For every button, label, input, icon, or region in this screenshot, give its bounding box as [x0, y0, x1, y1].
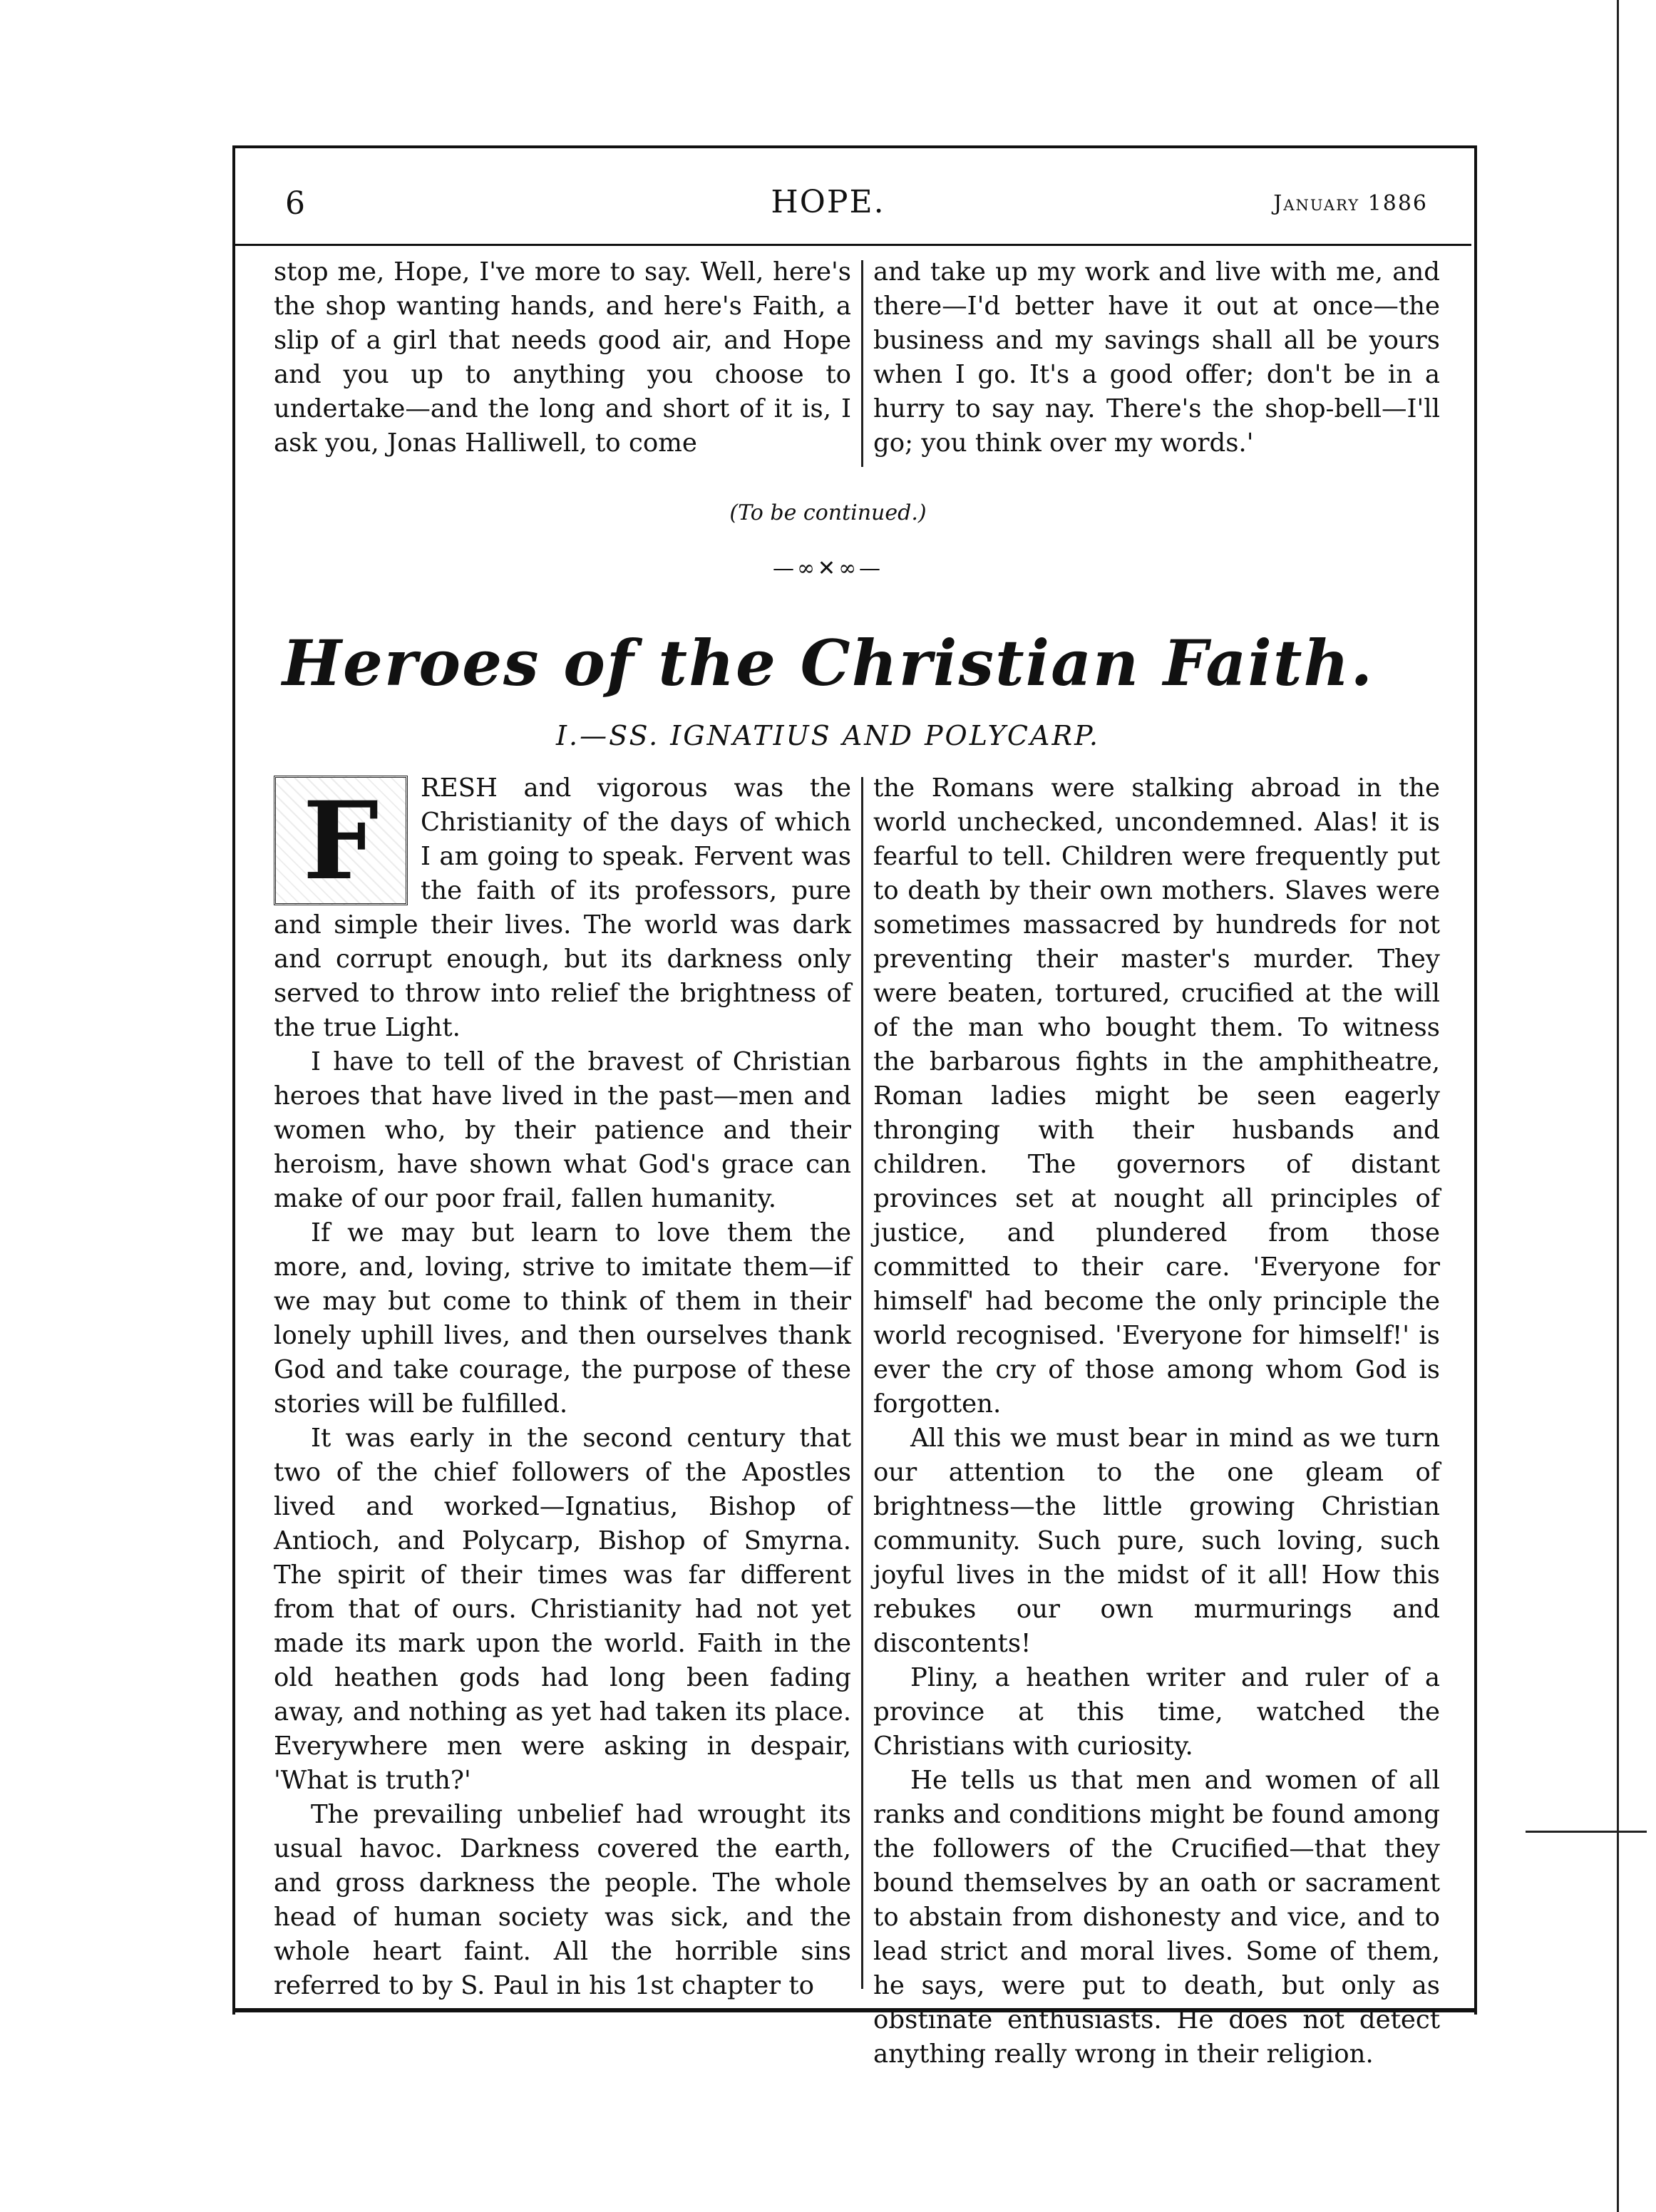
serial-right-text: and take up my work and live with me, and there—I'd better have it out at once—the business and my savings shall all be yours when I go. It's a good offer; don't be in a hurry to say nay. There's the shop-bell—I'll go; you think over my words.'	[873, 257, 1440, 458]
article-paragraph: Pliny, a heathen writer and ruler of a province at this time, watched the Christians with curiosity.	[873, 1663, 1440, 1761]
article-right-column	[873, 771, 1440, 2072]
article-subtitle: I.—SS. IGNATIUS AND POLYCARP.	[555, 720, 1101, 751]
article-paragraph: I have to tell of the bravest of Christian heroes that have lived in the past—men and women who, by their patience and their heroism, have shown what God's grace can make of our poor frail, fallen humanity.	[274, 1047, 851, 1213]
article-paragraph: If we may but learn to love them the more, and, loving, strive to imitate them—if we may but come to think of them in their lonely uphill lives, and then ourselves thank God and take courage, the purpose of these stories will be fulfilled.	[274, 1218, 851, 1419]
page-number: 6	[285, 185, 305, 222]
scan-margin-line	[1617, 0, 1619, 2212]
column-rule	[861, 777, 863, 1989]
serial-left-text: stop me, Hope, I've more to say. Well, here's the shop wanting hands, and here's Faith, a slip of a girl that needs good air, and Hope and you up to anything you choose to undertake—and the long and short of it is, I ask you, Jonas Halliwell, to come	[274, 257, 851, 458]
column-rule	[861, 260, 863, 467]
article-paragraph: The prevailing unbelief had wrought its usual havoc. Darkness covered the earth, and gross darkness the people. The whole head of human society was sick, and the whole heart faint. All the horrible sins referred to by S. Paul in his 1st chapter to	[274, 1800, 851, 2000]
to-be-continued: (To be continued.)	[729, 500, 927, 525]
article-paragraph: the Romans were stalking abroad in the world unchecked, uncondemned. Alas! it is fearful to tell. Children were frequently put to death by their own mothers. Slaves were sometimes massacred by hundreds for not preventing their master's murder. They were beaten, tortured, crucified at the will of the man who bought them. To witness the barbarous fights in the amphitheatre, Roman ladies might be seen eagerly thronging with their husbands and children. The governors of distant provinces set at nought all principles of justice, and plundered from those committed to their care. 'Everyone for himself' had become the only principle the world recognised. 'Everyone for himself!' is ever the cry of those among whom God is forgotten.	[873, 773, 1440, 1419]
serial-left-column	[274, 255, 851, 461]
issue-date: January 1886	[1273, 191, 1428, 216]
decorative-initial-dropcap: F	[274, 776, 408, 905]
article-paragraph: RESH and vigorous was the Christianity of the days of which I am going to speak. Fervent was the faith of its professors, pure and simple their lives. The world was dark and corrupt enough, but its darkness only served to throw into relief the brightness of the true Light.	[274, 773, 851, 1042]
header-rule	[235, 244, 1471, 246]
article-left-column	[274, 771, 851, 2003]
running-title: HOPE.	[771, 184, 885, 220]
article-paragraph: He tells us that men and women of all ranks and conditions might be found among the followers of the Crucified—that they bound themselves by an oath or sacrament to abstain from dishonesty and vice, and to lead strict and moral lives. Some of them, he says, were put to death, but only as obstinate enthusiasts. He does not detect anything really wrong in their religion.	[873, 1766, 1440, 2069]
article-paragraph: It was early in the second century that two of the chief followers of the Apostles lived and worked—Ignatius, Bishop of Antioch, and Polycarp, Bishop of Smyrna. The spirit of their times was far different from that of ours. Christianity had not yet made its mark upon the world. Faith in the old heathen gods had long been fading away, and nothing as yet had taken its place. Everywhere men were asking in despair, 'What is truth?'	[274, 1424, 851, 1795]
scan-margin-mark	[1526, 1831, 1647, 1833]
serial-right-column	[873, 255, 1440, 461]
article-title: Heroes of the Christian Faith.	[282, 626, 1374, 700]
section-ornament: —∞✕∞—	[772, 556, 884, 581]
article-paragraph: All this we must bear in mind as we turn our attention to the one gleam of brightness—the little growing Christian community. Such pure, such loving, such joyful lives in the midst of it all! How this rebukes our own murmurings and discontents!	[873, 1424, 1440, 1658]
